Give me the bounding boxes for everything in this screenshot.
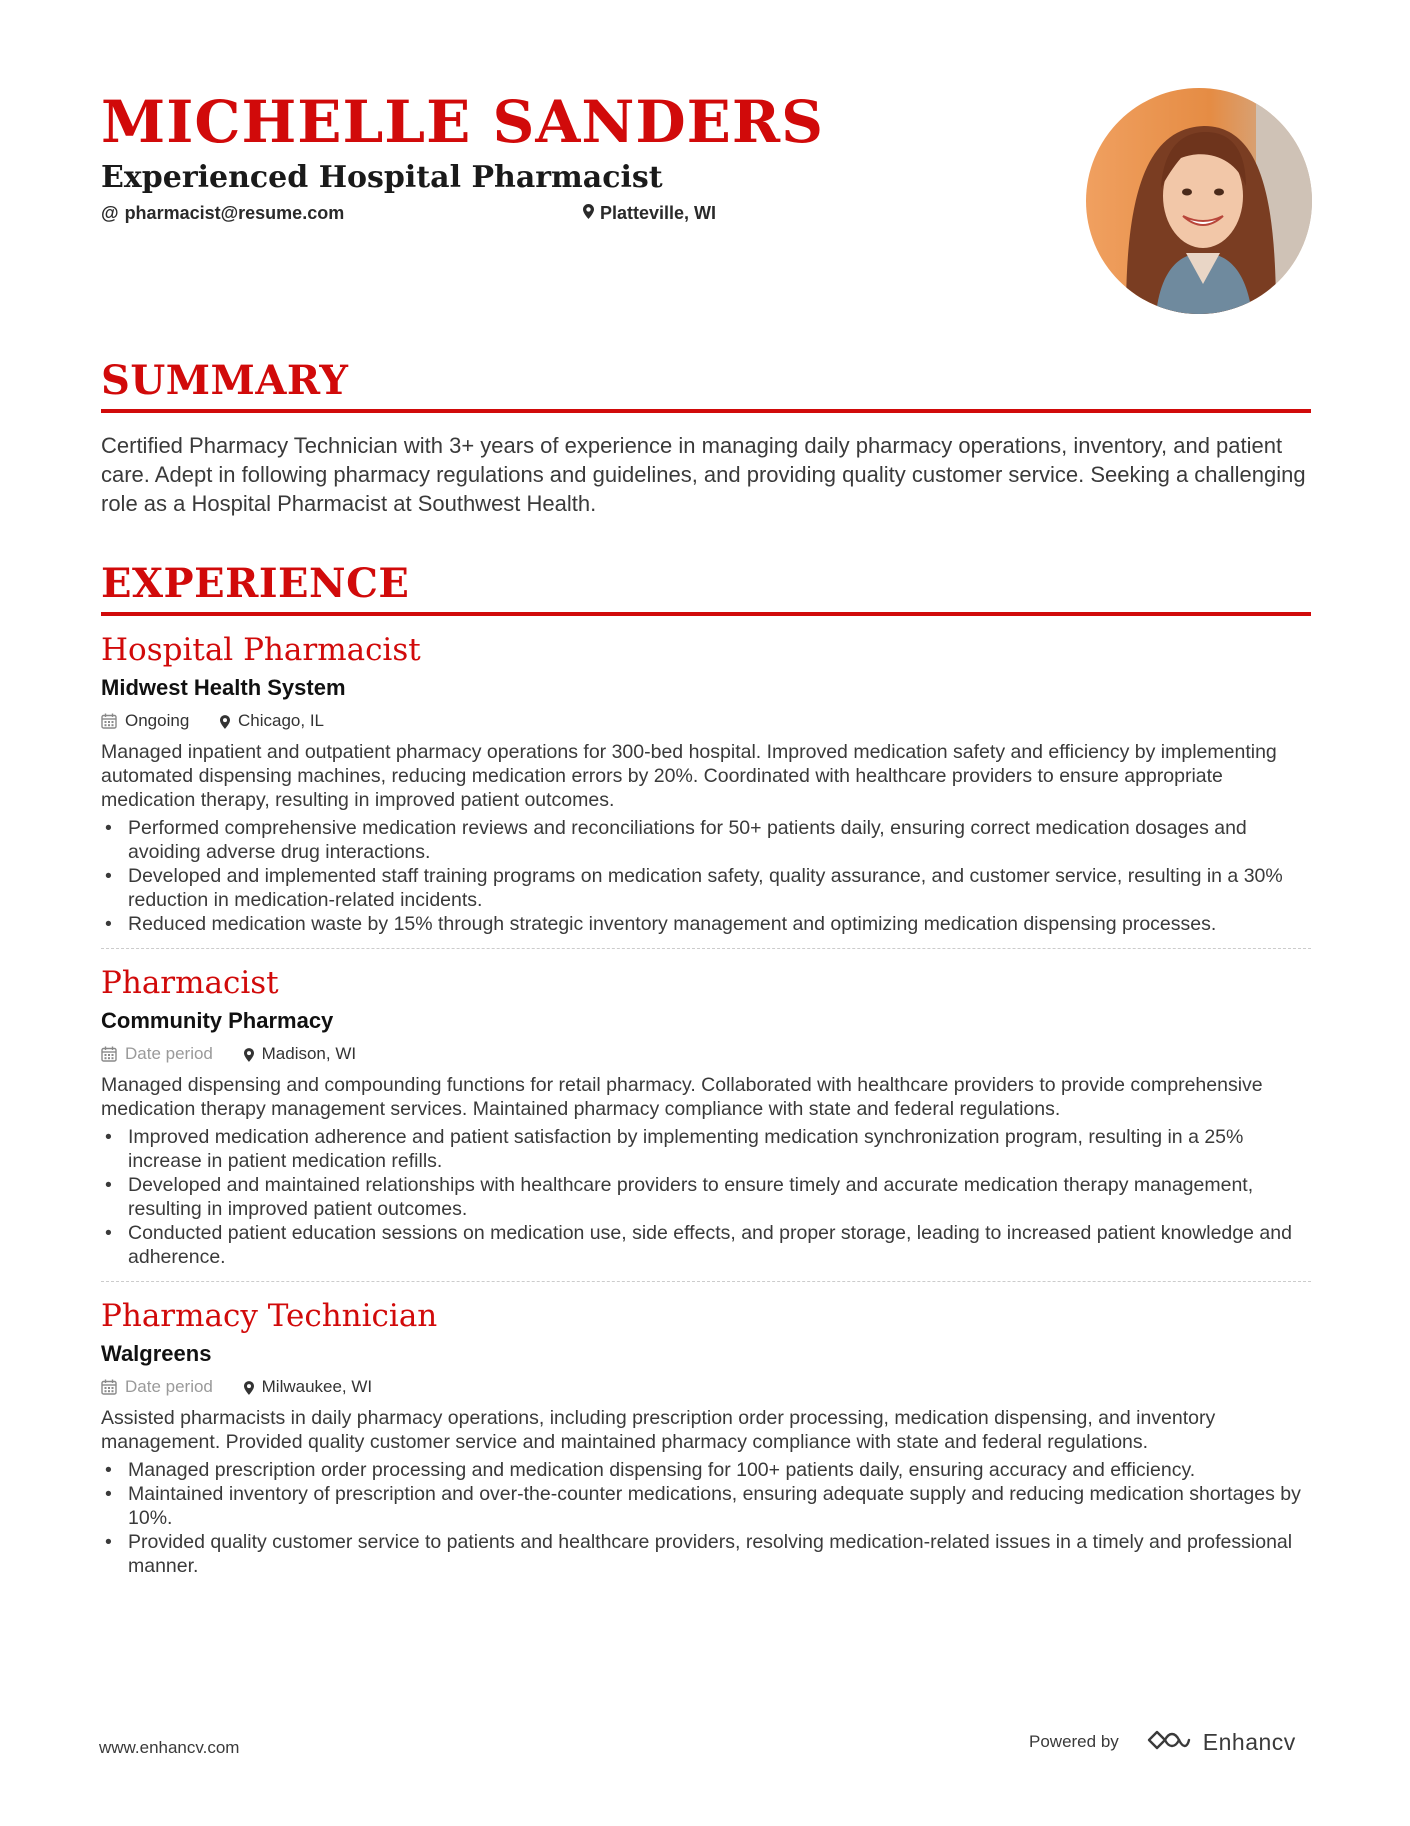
job-description: Managed inpatient and outpatient pharmacy operations for 300-bed hospital. Improved medication safety and efficiency by implementing automated dispensing machines, reducing medication errors by 20%. Coordinated with healthcare providers to ensure appropriate medication therapy, resulting in improved patient outcomes.: [101, 741, 1277, 811]
job-bullet: • Improved medication adherence and patient satisfaction by implementing medication synchronization program, resulting in a 25% increase in patient medication refills.: [101, 1125, 1311, 1173]
footer-website-link[interactable]: www.enhancv.com: [99, 1738, 240, 1757]
job-entry: [101, 1281, 1311, 1590]
job-date: [101, 1043, 213, 1065]
enhancv-brand-name: Enhancv: [1202, 1728, 1296, 1755]
job-bullet: • Performed comprehensive medication reviews and reconciliations for 50+ patients daily, ensuring correct medication dosages and avoiding adverse drug interactions.: [101, 816, 1311, 864]
job-company: Midwest Health System: [101, 675, 346, 700]
job-entry: [101, 948, 1311, 1281]
summary-section: [101, 355, 1311, 518]
calendar-icon: [101, 713, 117, 729]
contact-location: [583, 203, 716, 224]
calendar-icon: [101, 1379, 117, 1395]
enhancv-logo-icon: [1145, 1728, 1191, 1757]
job-bullets: [101, 1458, 1311, 1578]
job-company: Walgreens: [101, 1341, 212, 1366]
job-location-text: Chicago, IL: [238, 711, 325, 730]
job-date: [101, 1376, 213, 1398]
job-location: [244, 1043, 356, 1065]
job-bullet: • Maintained inventory of prescription and over-the-counter medications, ensuring adequate supply and reducing medication shortages by 10%.: [101, 1482, 1311, 1530]
at-sign-icon: @: [101, 203, 119, 223]
job-location: [244, 1376, 373, 1398]
job-bullets: [101, 816, 1311, 936]
job-date: [101, 710, 189, 732]
job-entry: [101, 616, 1311, 948]
candidate-headline: Experienced Hospital Pharmacist: [101, 160, 663, 195]
job-meta: [101, 1043, 1311, 1065]
job-bullet: • Reduced medication waste by 15% through strategic inventory management and optimizing medication dispensing processes.: [101, 912, 1311, 936]
job-title: Hospital Pharmacist: [101, 632, 421, 668]
summary-text: Certified Pharmacy Technician with 3+ years of experience in managing daily pharmacy operations, inventory, and patient care. Adept in following pharmacy regulations and guidelines, and providing quality customer service. Seeking a challenging role as a Hospital Pharmacist at Southwest Health.: [101, 433, 1306, 516]
experience-title: EXPERIENCE: [101, 560, 410, 607]
summary-divider: [101, 409, 1311, 413]
map-pin-icon: [244, 1048, 254, 1062]
job-date-text: Ongoing: [125, 711, 190, 730]
job-bullets: [101, 1125, 1311, 1269]
job-bullet: • Provided quality customer service to patients and healthcare providers, resolving medication-related issues in a timely and professional manner.: [101, 1530, 1311, 1578]
job-date-text: Date period: [125, 1044, 213, 1063]
resume-page: [101, 0, 1311, 1577]
job-bullet: • Conducted patient education sessions on medication use, side effects, and proper storage, leading to increased patient knowledge and adherence.: [101, 1221, 1311, 1269]
job-bullet: • Developed and maintained relationships with healthcare providers to ensure timely and accurate medication therapy management, resulting in improved patient outcomes.: [101, 1173, 1311, 1221]
powered-by-label: Powered by: [1029, 1732, 1119, 1751]
candidate-name: MICHELLE SANDERS: [101, 88, 824, 156]
resume-header: [101, 0, 1311, 340]
job-location: [220, 710, 324, 732]
summary-title: SUMMARY: [101, 357, 349, 404]
job-location-text: Madison, WI: [261, 1044, 357, 1063]
job-meta: [101, 710, 1311, 732]
job-location-text: Milwaukee, WI: [261, 1377, 373, 1396]
email-text: pharmacist@resume.com: [124, 203, 345, 223]
job-bullet: • Developed and implemented staff training programs on medication safety, quality assurance, and customer service, resulting in a 30% reduction in medication-related incidents.: [101, 864, 1311, 912]
location-text: Platteville, WI: [600, 203, 717, 223]
job-title: Pharmacy Technician: [101, 1298, 438, 1334]
job-date-text: Date period: [125, 1377, 213, 1396]
profile-photo: [1086, 88, 1312, 314]
experience-section: [101, 558, 1311, 1590]
map-pin-icon: [244, 1381, 254, 1395]
job-description: Assisted pharmacists in daily pharmacy operations, including prescription order processing, medication dispensing, and inventory management. Provided quality customer service and maintained pharmacy compliance with state and federal regulations.: [101, 1407, 1216, 1453]
calendar-icon: [101, 1046, 117, 1062]
job-meta: [101, 1376, 1311, 1398]
map-pin-icon: [220, 715, 230, 729]
map-pin-icon: [583, 203, 594, 224]
job-description: Managed dispensing and compounding functions for retail pharmacy. Collaborated with healthcare providers to provide comprehensive medication therapy management services. Maintained pharmacy compliance with state and federal regulations.: [101, 1074, 1263, 1120]
footer-branding[interactable]: [1029, 1722, 1296, 1762]
contact-email[interactable]: [101, 203, 344, 224]
job-bullet: • Managed prescription order processing and medication dispensing for 100+ patients daily, ensuring accuracy and efficiency.: [101, 1458, 1311, 1482]
job-title: Pharmacist: [101, 965, 279, 1001]
job-company: Community Pharmacy: [101, 1008, 334, 1033]
